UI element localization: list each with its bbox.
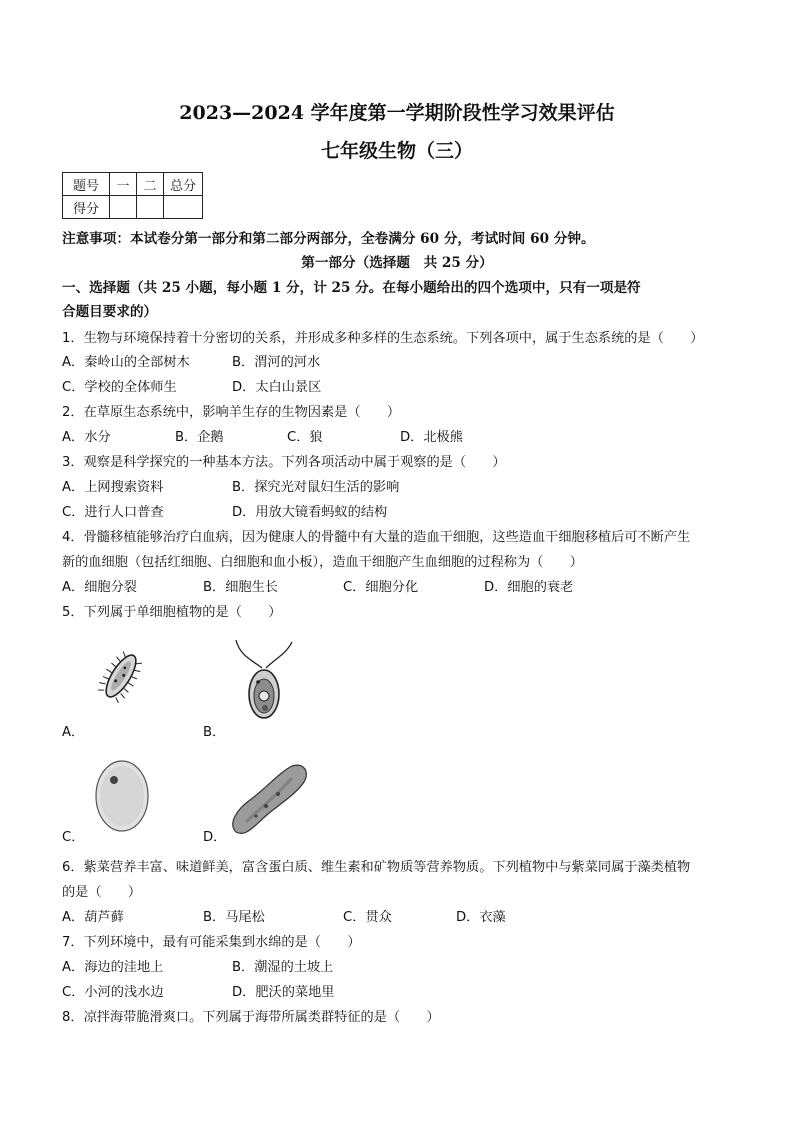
q5-option-d[interactable]: D． [203,830,227,845]
q4-option-d[interactable]: D．细胞的衰老 [484,580,574,595]
q1-option-b[interactable]: B．渭河的河水 [232,355,321,370]
q4-option-a[interactable]: A．细胞分裂 [62,580,137,595]
q7-option-c[interactable]: C．小河的浅水边 [62,985,164,1000]
score-cell: 一 [110,173,137,196]
score-cell: 得分 [63,196,110,219]
q5-option-c-image[interactable] [92,756,152,834]
q6-stem-line2: 的是（ ） [62,885,142,900]
q2-option-a[interactable]: A．水分 [62,430,111,445]
score-cell[interactable] [137,196,164,219]
q7-option-b[interactable]: B．潮湿的土坡上 [232,960,334,975]
q5-option-b[interactable]: B． [203,725,226,740]
notice: 注意事项：本试卷分第一部分和第二部分两部分，全卷满分 60 分，考试时间 60 分钟。 [62,231,595,247]
q7-option-d[interactable]: D．肥沃的菜地里 [232,985,335,1000]
q1-option-c[interactable]: C．学校的全体师生 [62,380,177,395]
q1-option-a[interactable]: A．秦岭山的全部树木 [62,355,190,370]
q2-option-c[interactable]: C．狼 [287,430,323,445]
q4-option-c[interactable]: C．细胞分化 [343,580,419,595]
score-table [62,172,203,219]
q3-option-b[interactable]: B．探究光对鼠妇生活的影响 [232,480,400,495]
score-cell[interactable] [110,196,137,219]
q5-option-a-image[interactable] [92,646,150,706]
score-table-score-row [63,196,203,219]
score-cell: 总分 [164,173,203,196]
q4-option-b[interactable]: B．细胞生长 [203,580,278,595]
score-cell: 二 [137,173,164,196]
q6-stem-line1: 6．紫菜营养丰富、味道鲜美，富含蛋白质、维生素和矿物质等营养物质。下列植物中与紫菜同属于藻类植物 [62,860,691,875]
q3-option-d[interactable]: D．用放大镜看蚂蚁的结构 [232,505,388,520]
q6-option-b[interactable]: B．马尾松 [203,910,265,925]
q3-option-c[interactable]: C．进行人口普查 [62,505,164,520]
score-cell: 题号 [63,173,110,196]
q3-stem: 3．观察是科学探究的一种基本方法。下列各项活动中属于观察的是（ ） [62,455,506,470]
part1-title: 第一部分（选择题 共 25 分） [301,255,493,271]
q2-stem: 2．在草原生态系统中，影响羊生存的生物因素是（ ） [62,405,401,420]
q7-option-a[interactable]: A．海边的洼地上 [62,960,164,975]
q2-option-b[interactable]: B．企鹅 [175,430,224,445]
q6-option-d[interactable]: D．衣藻 [456,910,506,925]
q5-stem: 5．下列属于单细胞植物的是（ ） [62,605,282,620]
q8-stem: 8．凉拌海带脆滑爽口。下列属于海带所属类群特征的是（ ） [62,1010,440,1025]
q7-stem: 7．下列环境中，最有可能采集到水绵的是（ ） [62,935,361,950]
q6-option-c[interactable]: C．贯众 [343,910,392,925]
q1-option-d[interactable]: D．太白山景区 [232,380,322,395]
section1-instructions-line2: 合题目要求的） [62,304,158,320]
q4-stem-line2: 新的血细胞（包括红细胞、白细胞和血小板），造血干细胞产生血细胞的过程称为（ ） [62,555,583,570]
q5-option-b-image[interactable] [232,638,296,724]
q5-option-d-image[interactable] [226,760,310,838]
q5-option-a[interactable]: A． [62,725,85,740]
exam-subtitle: 七年级生物（三） [320,140,473,162]
q4-stem-line1: 4．骨髓移植能够治疗白血病，因为健康人的骨髓中有大量的造血干细胞，这些造血干细胞移植后可不断产生 [62,530,691,545]
score-cell[interactable] [164,196,203,219]
q6-option-a[interactable]: A．葫芦藓 [62,910,124,925]
q5-option-c[interactable]: C． [62,830,85,845]
exam-title: 2023—2024 学年度第一学期阶段性学习效果评估 [179,102,615,124]
score-table-header-row [63,173,203,196]
section1-instructions-line1: 一、选择题（共 25 小题，每小题 1 分，计 25 分。在每小题给出的四个选项中，只有一项是符 [62,280,641,296]
q2-option-d[interactable]: D．北极熊 [400,430,463,445]
q3-option-a[interactable]: A．上网搜索资料 [62,480,164,495]
q1-stem: 1．生物与环境保持着十分密切的关系，并形成多种多样的生态系统。下列各项中，属于生态系统的是（ ） [62,331,704,346]
